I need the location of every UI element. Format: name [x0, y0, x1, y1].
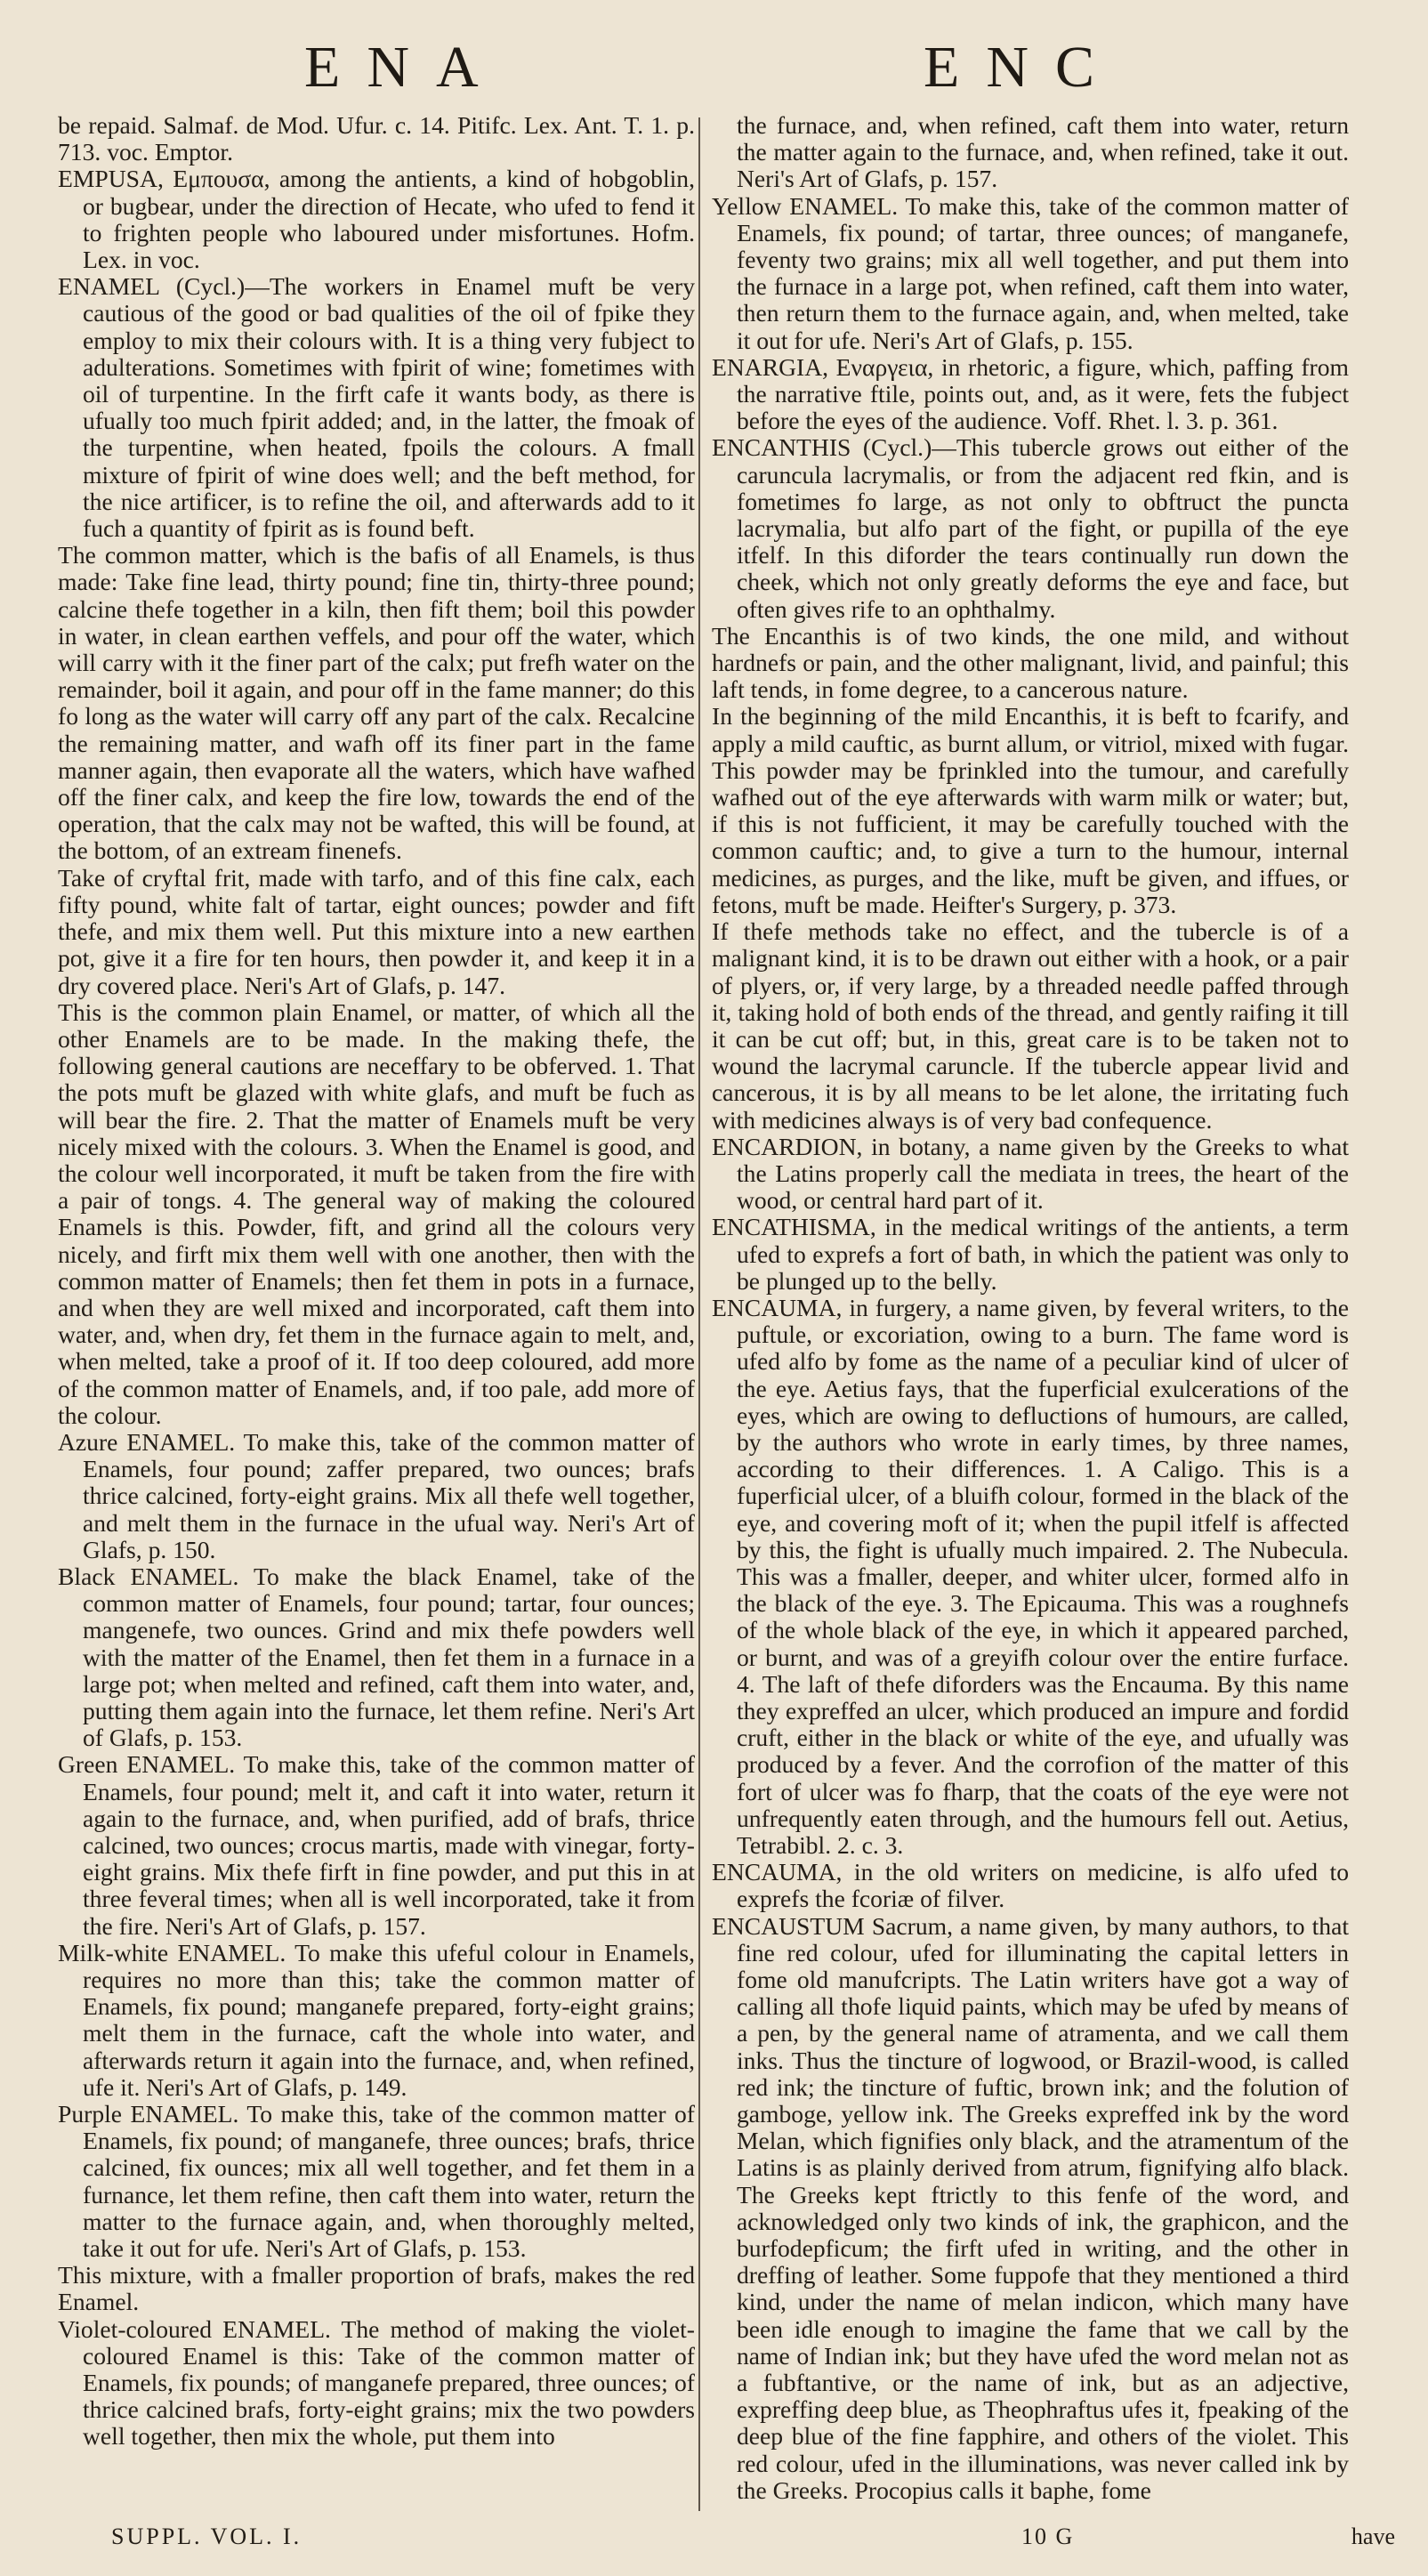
- entry-paragraph: ENAMEL (Cycl.)—The workers in Enamel muft be very cautious of the good or bad qualities of the oil of fpike they employ to mix their colours with. It is a thing very fubject to adulterations. Sometimes with fpirit of wine; fometimes with oil of turpentine. In the firft cafe it wants body, as there is ufually too much fpirit added; and, in the latter, the fmoak of the turpentine, when heated, fpoils the colours. A fmall mixture of fpirit of wine does well; and the beft method, for the nice artificer, is to refine the oil, and afterwards add to it fuch a quantity of fpirit as is found beft.: [58, 272, 695, 543]
- volume-signature: SUPPL. VOL. I.: [111, 2524, 303, 2549]
- entry-paragraph: be repaid. Salmaf. de Mod. Ufur. c. 14. Pitifc. Lex. Ant. T. 1. p. 713. voc. Emptor.: [58, 111, 695, 166]
- entry-paragraph: ENCAUMA, in furgery, a name given, by feveral writers, to the puftule, or excoriation, owing to a burn. The fame word is ufed alfo by fome as the name of a peculiar kind of ulcer of the eye. Aetius fays, that the fuperficial exulcerations of the eyes, which are owing to defluctions of humours, are called, by the authors who wrote in early times, by three names, according to their differences. 1. A Caligo. This is a fuperficial ulcer, of a bluifh colour, formed in the black of the eye, and covering moft of it; when the pupil itfelf is affected by this, the fight is ufually much impaired. 2. The Nubecula. This was a fmaller, deeper, and whiter ulcer, formed alfo in the black of the eye. 3. The Epicauma. This was a roughnefs of the whole black of the eye, in which it appeared parched, or burnt, and was of a greyifh colour over the entire furface. 4. The laft of thefe diforders was the Encauma. By this name they expreffed an ulcer, which produced an impure and fordid cruft, either in the black or white of the eye, and ufually was produced by a fever. And the corrofion of the matter of this fort of ulcer was fo fharp, that the coats of the eye were not unfrequently eaten through, and the humours fell out. Aetius, Tetrabibl. 2. c. 3.: [712, 1293, 1349, 1859]
- entry-paragraph: Purple ENAMEL. To make this, take of the common matter of Enamels, fix pound; of manganefe, three ounces; brafs, thrice calcined, fix ounces; mix all well together, and fet them in a furnance, let them refine, then caft them into water, return the matter to the furnace again, and, when thoroughly melted, take it out for ufe. Neri's Art of Glafs, p. 153.: [58, 2100, 695, 2263]
- entry-paragraph: In the beginning of the mild Encanthis, it is beft to fcarify, and apply a mild cauftic, as burnt allum, or vitriol, mixed with fugar. This powder may be fprinkled into the tumour, and carefully wafhed out of the eye afterwards with warm milk or water; but, if this is not fufficient, it may be carefully touched with the common cauftic; and, to give a turn to the humour, internal medicines, as purges, and the like, muft be given, and iffues, or fetons, muft be made. Heifter's Surgery, p. 373.: [712, 702, 1349, 918]
- entry-paragraph: ENCATHISMA, in the medical writings of the antients, a term ufed to exprefs a fort of bath, in which the patient was only to be plunged up to the belly.: [712, 1213, 1349, 1295]
- right-column: [712, 112, 1349, 2504]
- entry-paragraph: ENCANTHIS (Cycl.)—This tubercle grows out either of the caruncula lacrymalis, or from the adjacent red fkin, and is fometimes fo large, as not only to obftruct the puncta lacrymalia, but alfo part of the fight, or pupilla of the eye itfelf. In this diforder the tears continually run down the cheek, which not only greatly deforms the eye and face, but often gives rife to an ophthalmy.: [712, 433, 1349, 623]
- entry-paragraph: ENCAUMA, in the old writers on medicine, is alfo ufed to exprefs the fcoriæ of filver.: [712, 1858, 1349, 1913]
- entry-paragraph: If thefe methods take no effect, and the tubercle is of a malignant kind, it is to be drawn out either with a hook, or a pair of plyers, or, if very large, by a threaded needle paffed through it, taking hold of both ends of the thread, and gently raifing it till it can be cut off; but, in this, great care is to be taken not to wound the lacrymal caruncle. If the tubercle appear livid and cancerous, it is by all means to be let alone, the irritating fuch with medicines always is of very bad confequence.: [712, 917, 1349, 1134]
- entry-paragraph: Azure ENAMEL. To make this, take of the common matter of Enamels, four pound; zaffer prepared, two ounces; brafs thrice calcined, forty-eight grains. Mix all thefe well together, and melt them in the furnace in the ufual way. Neri's Art of Glafs, p. 150.: [58, 1427, 695, 1563]
- left-column: [58, 112, 695, 2451]
- entry-paragraph: the furnace, and, when refined, caft them into water, return the matter again to the furnace, and, when refined, take it out. Neri's Art of Glafs, p. 157.: [737, 111, 1349, 193]
- entry-paragraph: The Encanthis is of two kinds, the one mild, and without hardnefs or pain, and the other malignant, livid, and painful; this laft tends, in fome degree, to a cancerous nature.: [712, 621, 1349, 704]
- entry-paragraph: ENCARDION, in botany, a name given by the Greeks to what the Latins properly call the mediata in trees, the heart of the wood, or central hard part of it.: [712, 1132, 1349, 1215]
- running-head-right: ENC: [924, 35, 1121, 100]
- entry-paragraph: Take of cryftal frit, made with tarfo, and of this fine calx, each fifty pound, white falt of tartar, eight ounces; powder and fift thefe, and mix them well. Put this mixture into a new earthen pot, give it a fire for ten hours, then powder it, and keep it in a dry covered place. Neri's Art of Glafs, p. 147.: [58, 863, 695, 999]
- entry-paragraph: Black ENAMEL. To make the black Enamel, take of the common matter of Enamels, four pound; tartar, four ounces; mangenefe, two ounces. Grind and mix thefe powders well with the matter of the Enamel, then fet them in a furnace in a large pot; when melted and refined, caft them into water, and, putting them again into the furnace, let them refine. Neri's Art of Glafs, p. 153.: [58, 1562, 695, 1752]
- entry-paragraph: EMPUSA, Εμπουσα, among the antients, a kind of hobgoblin, or bugbear, under the direction of Hecate, who ufed to fend it to frighten people who laboured under misfortunes. Hofm. Lex. in voc.: [58, 165, 695, 274]
- catchword: have: [1351, 2524, 1395, 2549]
- entry-paragraph: This is the common plain Enamel, or matter, of which all the other Enamels are to be made. In the making thefe, the following general cautions are neceffary to be obferved. 1. That the pots muft be glazed with white glafs, and muft be fuch as will bear the fire. 2. That the matter of Enamels muft be very nicely mixed with the colours. 3. When the Enamel is good, and the colour well incorporated, it muft be taken from the fire with a pair of tongs. 4. The general way of making the coloured Enamels is this. Powder, fift, and grind all the colours very nicely, and firft mix them well with one another, then with the common matter of Enamels; then fet them in pots in a furnace, and when they are well mixed and incorporated, caft them into water, and, when dry, fet them in the furnace again to melt, and, when melted, take a proof of it. If too deep coloured, add more of the common matter of Enamels, and, if too pale, add more of the colour.: [58, 997, 695, 1429]
- entry-paragraph: Violet-coloured ENAMEL. The method of making the violet-coloured Enamel is this: Take of the common matter of Enamels, fix pounds; of manganefe prepared, three ounces; of thrice calcined brafs, forty-eight grains; mix the two powders well together, then mix the whole, put them into: [58, 2314, 695, 2451]
- running-head-left: ENA: [304, 35, 505, 100]
- entry-paragraph: Milk-white ENAMEL. To make this ufeful colour in Enamels, requires no more than this; take the common matter of Enamels, fix pound; manganefe prepared, forty-eight grains; melt them in the furnace, caft the whole into water, and afterwards return it again into the furnace, and, when refined, ufe it. Neri's Art of Glafs, p. 149.: [58, 1938, 695, 2101]
- column-divider: [698, 117, 700, 2511]
- entry-paragraph: Yellow ENAMEL. To make this, take of the common matter of Enamels, fix pound; of tartar, three ounces; of manganefe, feventy two grains; mix all well together, and put them into the furnace in a large pot, when refined, caft them into water, then return them to the furnace again, and, when melted, take it out for ufe. Neri's Art of Glafs, p. 155.: [712, 191, 1349, 354]
- entry-paragraph: ENARGIA, Εναργεια, in rhetoric, a figure, which, paffing from the narrative ftile, points out, and, as it were, fets the fubject before the eyes of the audience. Voff. Rhet. l. 3. p. 361.: [712, 352, 1349, 435]
- signature-mark: 10 G: [1021, 2524, 1075, 2549]
- entry-paragraph: This mixture, with a fmaller proportion of brafs, makes the red Enamel.: [58, 2261, 695, 2316]
- entry-paragraph: ENCAUSTUM Sacrum, a name given, by many authors, to that fine red colour, ufed for illuminating the capital letters in fome old manufcripts. The Latin writers have got a way of calling all thofe liquid paints, which may be ufed by means of a pen, by the general name of atramenta, and we call them inks. Thus the tincture of logwood, or Brazil-wood, is called red ink; the tincture of fuftic, brown ink; and the folution of gamboge, yellow ink. The Greeks expreffed ink by the word Melan, which fignifies only black, and the atramentum of the Latins is as plainly derived from atrum, fignifying alfo black. The Greeks kept ftrictly to this fenfe of the word, and acknowledged only two kinds of ink, the graphicon, and the burfodepficum; the firft ufed in writing, and the other in dreffing of leather. Some fuppofe that they mentioned a third kind, under the name of melan indicon, which many have been idle enough to imagine the fame that we call by the name of Indian ink; but they have ufed the word melan not as a fubftantive, or the name of ink, but as an adjective, expreffing deep blue, as Theophraftus ufes it, fpeaking of the deep blue of the fine fapphire, and others of the violet. This red colour, ufed in the illuminations, was never called ink by the Greeks. Procopius calls it baphe, fome: [712, 1911, 1349, 2504]
- entry-paragraph: The common matter, which is the bafis of all Enamels, is thus made: Take fine lead, thirty pound; fine tin, thirty-three pound; calcine thefe together in a kiln, then fift them; boil this powder in water, in clean earthen veffels, and pour off the water, which will carry with it the finer part of the calx; put frefh water on the remainder, boil it again, and pour off in the fame manner; do this fo long as the water will carry off any part of the calx. Recalcine the remaining matter, and wafh off its finer part in the fame manner again, then evaporate all the waters, which have wafhed off the finer calx, and keep the fire low, towards the end of the operation, that the calx may not be wafted, this will be found, at the bottom, of an extream finenefs.: [58, 541, 695, 865]
- entry-paragraph: Green ENAMEL. To make this, take of the common matter of Enamels, four pound; melt it, and caft it into water, return it again to the furnace, and, when purified, add of brafs, thrice calcined, two ounces; crocus martis, made with vinegar, forty-eight grains. Mix thefe firft in fine powder, and put this in at three feveral times; when all is well incorporated, take it from the fire. Neri's Art of Glafs, p. 157.: [58, 1750, 695, 1940]
